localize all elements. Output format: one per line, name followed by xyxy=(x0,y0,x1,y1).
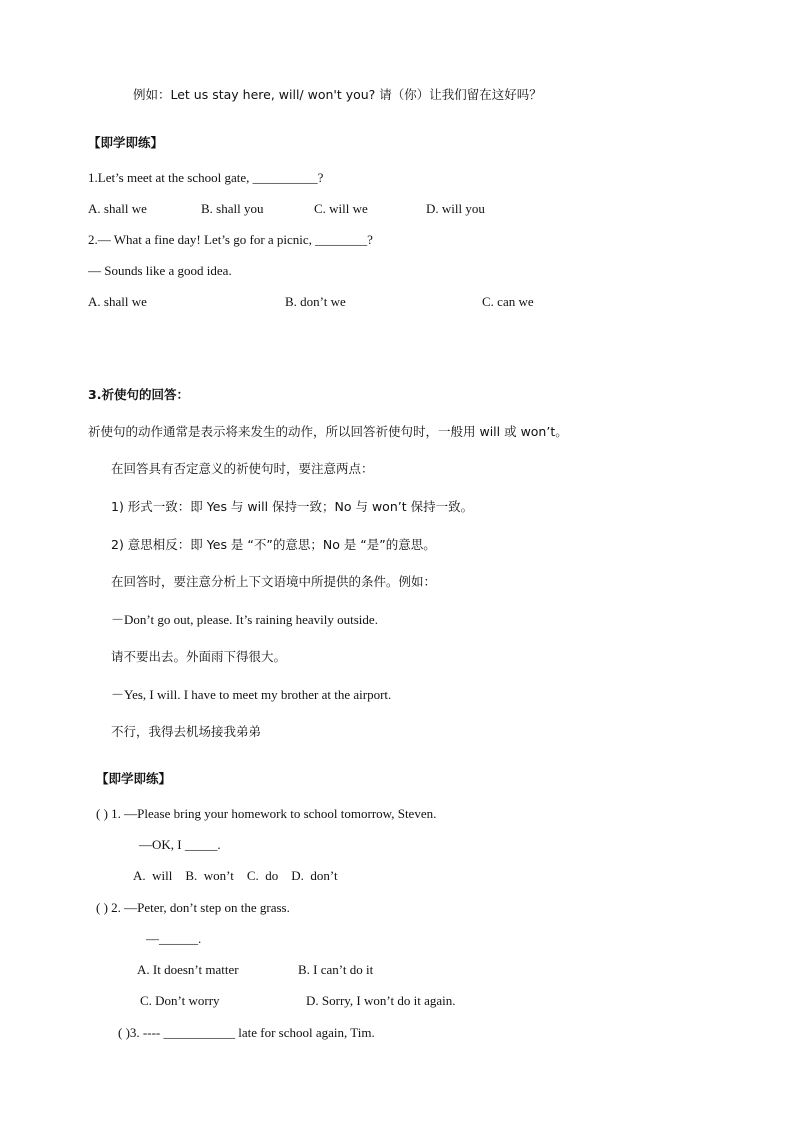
exercise-1: ( ) 1. —Please bring your homework to school tomorrow, Steven. xyxy=(96,806,437,821)
exercise-1-options: A. will B. won’t C. do D. don’t xyxy=(133,868,338,883)
exercise-2-option-b: B. I can’t do it xyxy=(298,962,374,977)
example-english-1: －Don’t go out, please. It’s raining heavily outside. xyxy=(111,612,378,627)
exercise-3: ( )3. ---- ___________ late for school again, Tim. xyxy=(118,1025,375,1040)
section-3-point-2: 2) 意思相反：即 Yes 是 “不”的意思；No 是 “是”的意思。 xyxy=(111,537,436,552)
section-3-note: 在回答具有否定意义的祈使句时，要注意两点： xyxy=(111,461,374,476)
practice-header-2: 【即学即练】 xyxy=(96,771,172,786)
section-3-intro: 祈使句的动作通常是表示将来发生的动作，所以回答祈使句时，一般用 will 或 won’t。 xyxy=(88,424,568,439)
q1-option-b: B. shall you xyxy=(201,201,264,216)
practice-header-1: 【即学即练】 xyxy=(88,135,164,150)
exercise-2-option-c: C. Don’t worry xyxy=(140,993,220,1008)
q1-option-d: D. will you xyxy=(426,201,485,216)
question-2-reply: — Sounds like a good idea. xyxy=(88,263,232,278)
example-sentence: 例如：Let us stay here, will/ won't you? 请（你）让我们留在这好吗？ xyxy=(133,87,542,102)
section-3-context: 在回答时，要注意分析上下文语境中所提供的条件。例如： xyxy=(111,574,437,589)
exercise-2-option-d: D. Sorry, I won’t do it again. xyxy=(306,993,456,1008)
example-english-2: －Yes, I will. I have to meet my brother at the airport. xyxy=(111,687,392,702)
section-3-title: 3.祈使句的回答： xyxy=(88,387,189,402)
q1-option-c: C. will we xyxy=(314,201,368,216)
question-2: 2.— What a fine day! Let’s go for a picnic, ________? xyxy=(88,232,373,247)
q2-option-c: C. can we xyxy=(482,294,534,309)
example-chinese-2: 不行，我得去机场接我弟弟 xyxy=(111,724,262,739)
question-1: 1.Let’s meet at the school gate, __________? xyxy=(88,170,324,185)
section-3-point-1: 1) 形式一致：即 Yes 与 will 保持一致；No 与 won’t 保持一致。 xyxy=(111,499,474,514)
exercise-2-option-a: A. It doesn’t matter xyxy=(137,962,239,977)
q1-option-a: A. shall we xyxy=(88,201,147,216)
exercise-2: ( ) 2. —Peter, don’t step on the grass. xyxy=(96,900,290,915)
exercise-2-reply: —______. xyxy=(146,931,202,946)
q2-option-a: A. shall we xyxy=(88,294,147,309)
q2-option-b: B. don’t we xyxy=(285,294,346,309)
example-chinese-1: 请不要出去。外面雨下得很大。 xyxy=(111,649,287,664)
exercise-1-reply: —OK, I _____. xyxy=(139,837,221,852)
